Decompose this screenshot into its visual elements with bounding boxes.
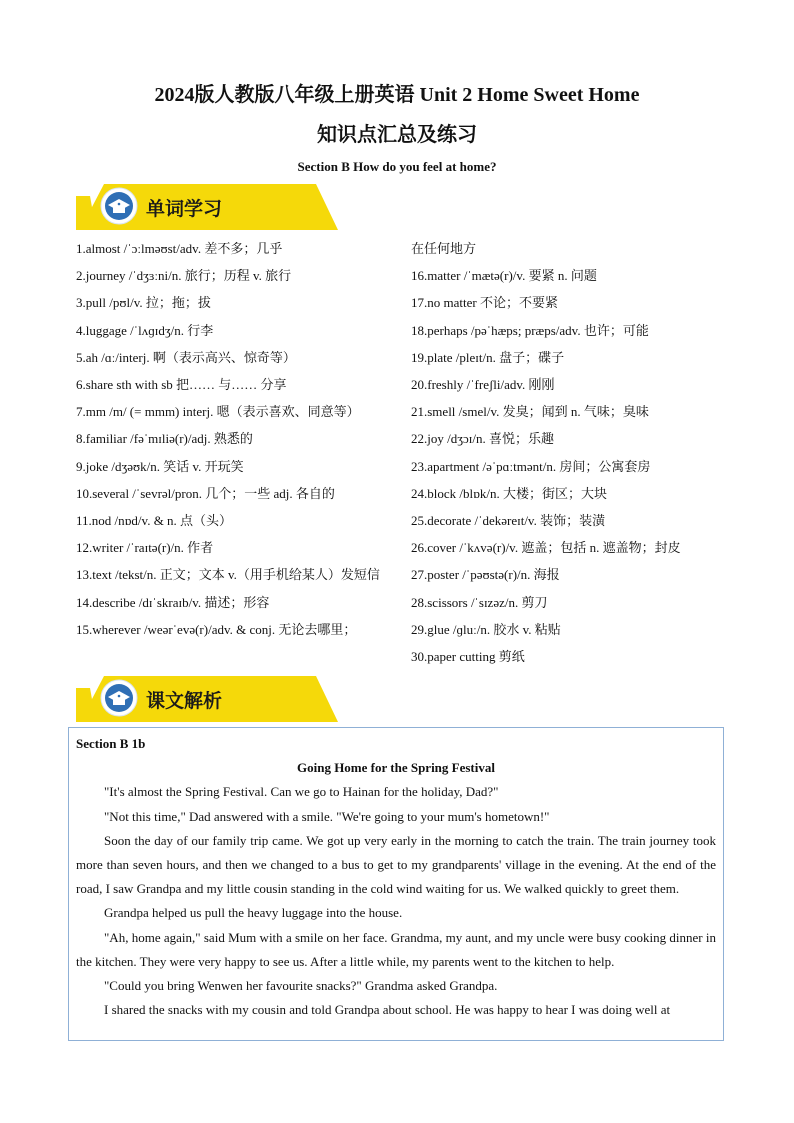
- passage-title: Going Home for the Spring Festival: [296, 760, 495, 776]
- passage-paragraph: Soon the day of our family trip came. We got up very early in the morning to catch the train. The train journey took more than seven hours, and then we changed to a bus to get to my grandparents' village in the evening. At the end of the road, I saw Grandpa and my little cousin standing in the cold wind waiting for us. We walked quickly to greet them.: [76, 832, 716, 897]
- page-subtitle: 知识点汇总及练习: [317, 124, 477, 146]
- graduation-cap-icon: [100, 187, 138, 225]
- passage-paragraph: "Ah, home again," said Mum with a smile on her face. Grandma, my aunt, and my uncle were busy cooking dinner in the kitchen. They were very happy to see us. After a little while, my parents went to the kitchen to help.: [76, 929, 716, 969]
- passage-paragraph: "It's almost the Spring Festival. Can we go to Hainan for the holiday, Dad?": [104, 784, 499, 800]
- passage-paragraph: Grandpa helped us pull the heavy luggage into the house.: [104, 905, 403, 921]
- passage-paragraph: I shared the snacks with my cousin and told Grandpa about school. He was happy to hear I was doing well at: [104, 1002, 671, 1018]
- vocab-item: 在任何地方: [411, 241, 477, 256]
- vocab-item: 26.cover /ˈkʌvə(r)/v. 遮盖；包括 n. 遮盖物；封皮: [411, 540, 681, 556]
- vocab-item: 7.mm /m/ (= mmm) interj. 嗯（表示喜欢、同意等）: [76, 404, 360, 420]
- vocab-item: 12.writer /ˈraɪtə(r)/n. 作者: [76, 540, 214, 556]
- vocab-item: 3.pull /pʊl/v. 拉；拖；拔: [76, 295, 211, 311]
- passage-section-label: Section B 1b: [76, 736, 146, 751]
- vocab-item: 5.ah /ɑː/interj. 啊（表示高兴、惊奇等）: [76, 349, 296, 365]
- vocab-item: 11.nod /nɒd/v. & n. 点（头）: [76, 513, 233, 529]
- vocab-item: 24.block /blɒk/n. 大楼；街区；大块: [411, 485, 608, 501]
- vocab-item: 20.freshly /ˈfreʃli/adv. 刚刚: [411, 377, 555, 393]
- vocab-item: 13.text /tekst/n. 正文；文本 v.（用手机给某人）发短信: [76, 567, 380, 583]
- vocab-item: 2.journey /ˈdʒɜːni/n. 旅行；历程 v. 旅行: [76, 268, 292, 284]
- vocab-heading: 单词学习: [146, 198, 223, 220]
- vocab-item: 14.describe /dɪˈskraɪb/v. 描述；形容: [76, 594, 270, 610]
- vocab-banner: [76, 184, 338, 230]
- vocab-column-right: [411, 235, 736, 670]
- vocab-item: 25.decorate /ˈdekəreɪt/v. 装饰；装潢: [411, 513, 606, 529]
- vocab-item: 4.luggage /ˈlʌɡɪdʒ/n. 行李: [76, 322, 214, 338]
- vocab-item: 6.share sth with sb 把…… 与…… 分享: [76, 377, 287, 393]
- vocab-item: 27.poster /ˈpəʊstə(r)/n. 海报: [411, 567, 560, 583]
- vocab-item: 16.matter /ˈmætə(r)/v. 要紧 n. 问题: [411, 268, 597, 284]
- section-heading: Section B How do you feel at home?: [297, 159, 497, 174]
- passage-box: [68, 727, 724, 1041]
- vocab-item: 22.joy /dʒɔɪ/n. 喜悦；乐趣: [411, 431, 554, 447]
- text-heading: 课文解析: [146, 690, 223, 712]
- vocab-item: 17.no matter 不论；不要紧: [411, 295, 558, 311]
- vocab-item: 15.wherever /weərˈevə(r)/adv. & conj. 无论去哪里；: [76, 621, 357, 637]
- vocab-item: 19.plate /pleɪt/n. 盘子；碟子: [411, 349, 565, 365]
- vocab-item: 10.several /ˈsevrəl/pron. 几个；一些 adj. 各自的: [76, 485, 335, 501]
- vocab-list: [76, 235, 736, 675]
- vocab-item: 29.glue /ɡluː/n. 胶水 v. 粘贴: [411, 621, 561, 637]
- passage-paragraph: "Could you bring Wenwen her favourite snacks?" Grandma asked Grandpa.: [104, 978, 498, 994]
- vocab-item: 9.joke /dʒəʊk/n. 笑话 v. 开玩笑: [76, 458, 244, 474]
- vocab-item: 30.paper cutting 剪纸: [411, 649, 525, 665]
- vocab-item: 18.perhaps /pəˈhæps; præps/adv. 也许；可能: [411, 322, 649, 338]
- vocab-item: 1.almost /ˈɔːlməʊst/adv. 差不多；几乎: [76, 241, 283, 256]
- passage-paragraph: "Not this time," Dad answered with a smile. "We're going to your mum's hometown!": [104, 808, 550, 824]
- page-title: 2024版人教版八年级上册英语 Unit 2 Home Sweet Home: [154, 84, 640, 106]
- vocab-column-left: [76, 235, 396, 643]
- vocab-item: 21.smell /smel/v. 发臭；闻到 n. 气味；臭味: [411, 404, 649, 420]
- vocab-item: 28.scissors /ˈsɪzəz/n. 剪刀: [411, 594, 548, 610]
- text-banner: [76, 676, 338, 722]
- vocab-item: 23.apartment /əˈpɑːtmənt/n. 房间；公寓套房: [411, 458, 651, 474]
- graduation-cap-icon: [100, 679, 138, 717]
- vocab-item: 8.familiar /fəˈmɪliə(r)/adj. 熟悉的: [76, 431, 253, 447]
